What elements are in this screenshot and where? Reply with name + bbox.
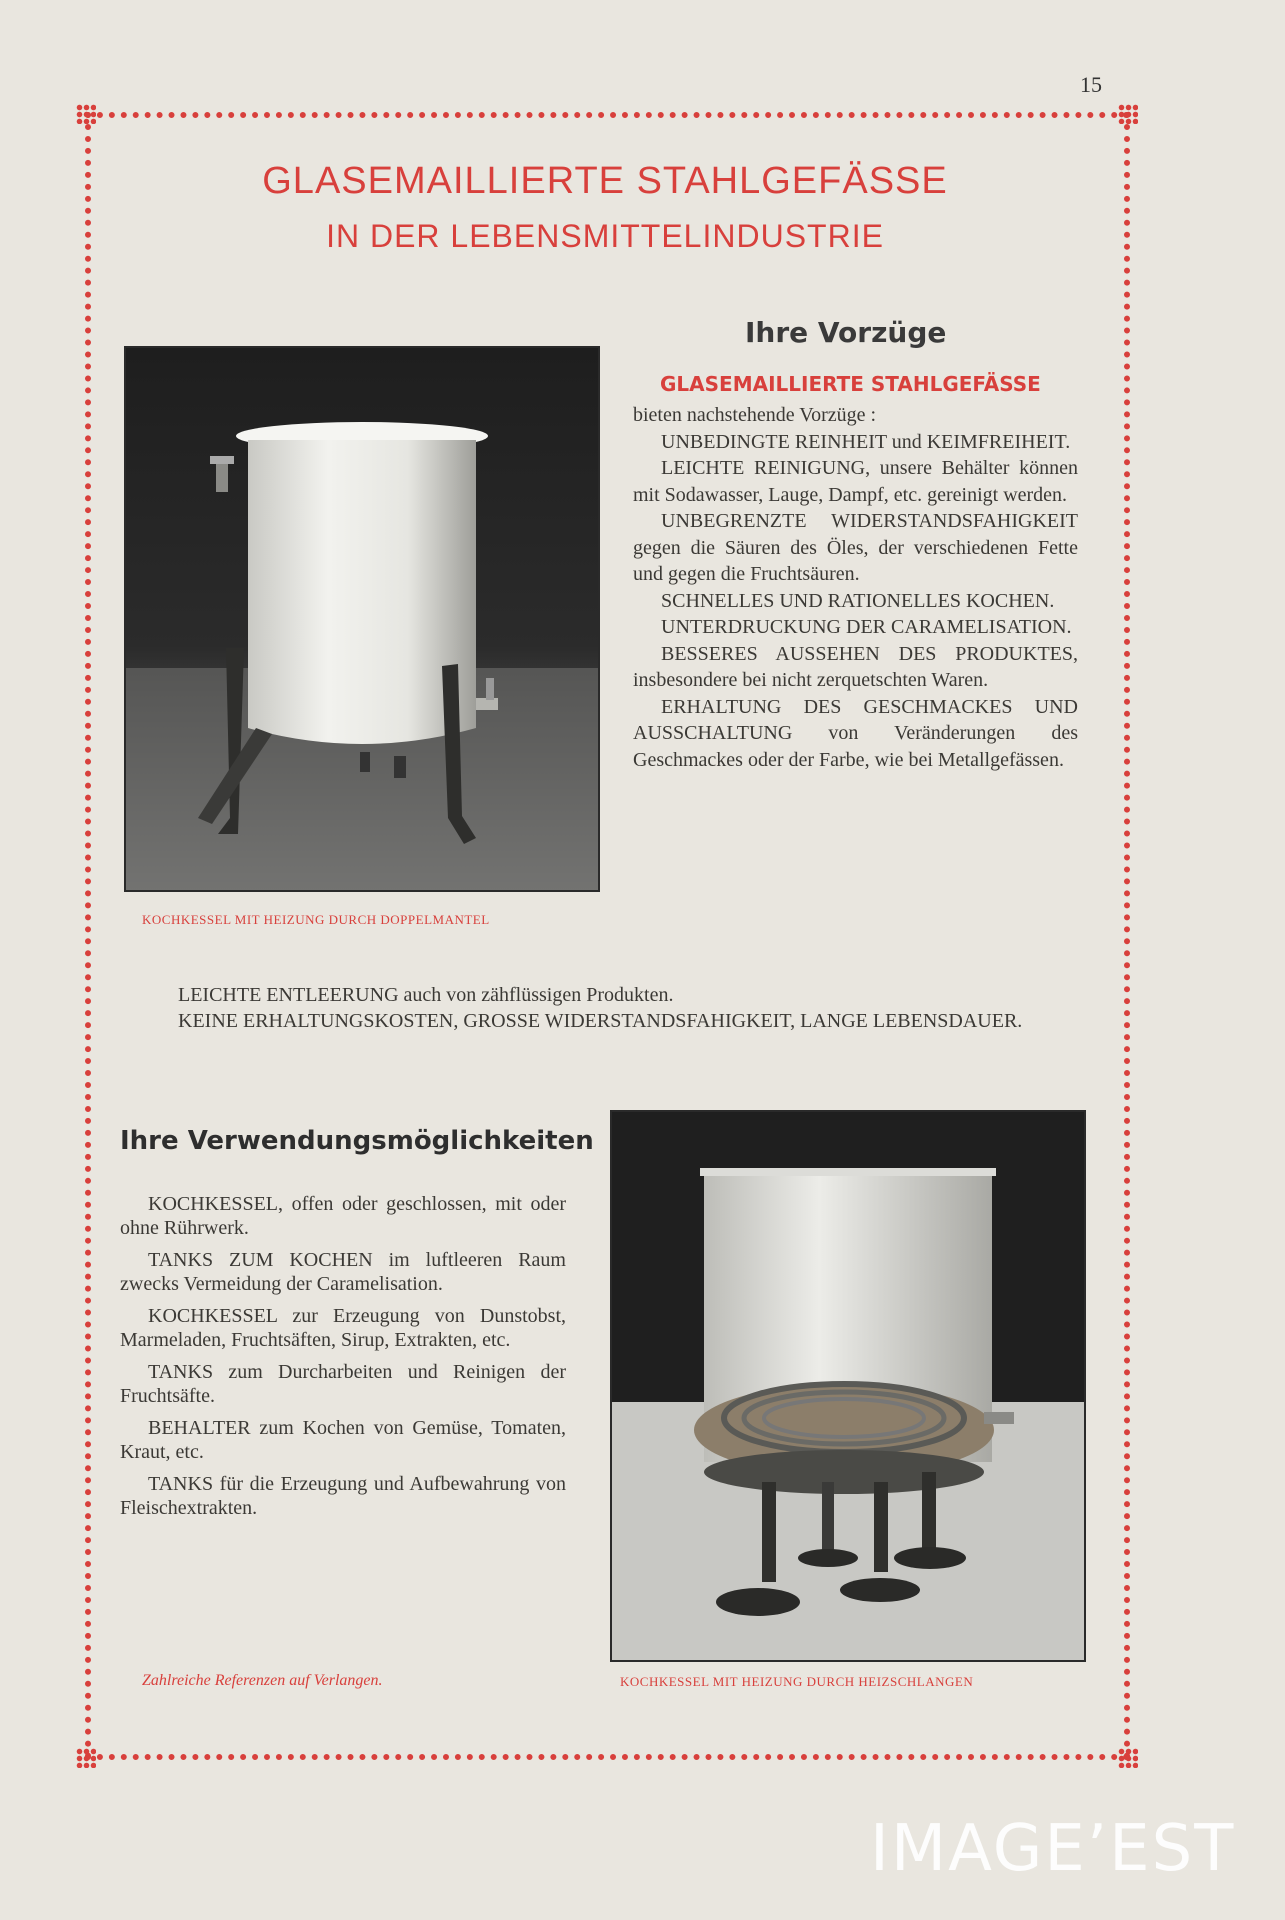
advantage-item: UNBEDINGTE REINHEIT und KEIMFREIHEIT. <box>661 430 1071 453</box>
page-number: 15 <box>1080 72 1102 97</box>
use-item: KOCHKESSEL zur Erzeugung von Dunstobst, Marmeladen, Fruchtsäften, Sirup, Extrakten, etc. <box>120 1305 566 1351</box>
advantage-item: UNBEGRENZTE WIDERSTANDSFAHIGKEIT gegen die Säuren des Öles, der verschiedenen Fette und gegen die Fruchtsäuren. <box>633 510 1078 585</box>
advantages-full-width-text <box>118 982 1078 1034</box>
advantages-subheading: GLASEMAILLIERTE STAHLGEFÄSSE <box>660 372 1041 396</box>
photo-kettle-double-jacket <box>124 346 600 892</box>
uses-list <box>120 1192 566 1528</box>
advantages-heading: Ihre Vorzüge <box>745 316 947 349</box>
use-item: BEHALTER zum Kochen von Gemüse, Tomaten, Kraut, etc. <box>120 1417 566 1463</box>
border-corner-top-left <box>76 104 96 124</box>
border-corner-top-right <box>1118 104 1138 124</box>
advantage-item: ERHALTUNG DES GESCHMACKES UND AUSSCHALTUNG von Veränderungen des Geschmackes oder der Farbe, wie bei Metallgefässen. <box>633 695 1078 771</box>
advantages-text <box>633 402 1078 773</box>
advantage-item: LEICHTE ENTLEERUNG auch von zähflüssigen Produkten. <box>178 984 674 1006</box>
watermark-logo: IMAGE’EST <box>870 1812 1236 1886</box>
page-title: GLASEMAILLIERTE STAHLGEFÄSSE <box>262 160 948 202</box>
use-item: TANKS für die Erzeugung und Aufbewahrung von Fleischextrakten. <box>120 1473 566 1519</box>
photo-kettle-heating-coils <box>610 1110 1086 1662</box>
border-corner-bottom-right <box>1118 1748 1138 1768</box>
advantage-item: SCHNELLES UND RATIONELLES KOCHEN. <box>661 589 1055 612</box>
use-item: KOCHKESSEL, offen oder geschlossen, mit oder ohne Rührwerk. <box>120 1193 566 1239</box>
use-item: TANKS zum Durcharbeiten und Reinigen der Fruchtsäfte. <box>120 1361 566 1407</box>
references-note: Zahlreiche Referenzen auf Verlangen. <box>142 1672 383 1689</box>
advantage-item: BESSERES AUSSEHEN DES PRODUKTES, insbesondere bei nicht zerquetschten Waren. <box>633 642 1078 691</box>
use-item: TANKS ZUM KOCHEN im luftleeren Raum zwecks Vermeidung der Caramelisation. <box>120 1249 566 1295</box>
page-subtitle: IN DER LEBENSMITTELINDUSTRIE <box>326 218 884 254</box>
advantage-item: UNTERDRUCKUNG DER CARAMELISATION. <box>661 616 1072 638</box>
caption-top-photo: KOCHKESSEL MIT HEIZUNG DURCH DOPPELMANTEL <box>142 912 490 927</box>
advantage-item: LEICHTE REINIGUNG, unsere Behälter können mit Sodawasser, Lauge, Dampf, etc. gereinigt werden. <box>633 457 1078 506</box>
advantage-item: KEINE ERHALTUNGSKOSTEN, GROSSE WIDERSTANDSFAHIGKEIT, LANGE LEBENSDAUER. <box>178 1010 1023 1032</box>
advantages-intro: bieten nachstehende Vorzüge : <box>633 404 877 426</box>
border-corner-bottom-left <box>76 1748 96 1768</box>
uses-heading: Ihre Verwendungsmöglichkeiten <box>120 1126 594 1156</box>
caption-bottom-photo: KOCHKESSEL MIT HEIZUNG DURCH HEIZSCHLANGEN <box>620 1674 974 1689</box>
